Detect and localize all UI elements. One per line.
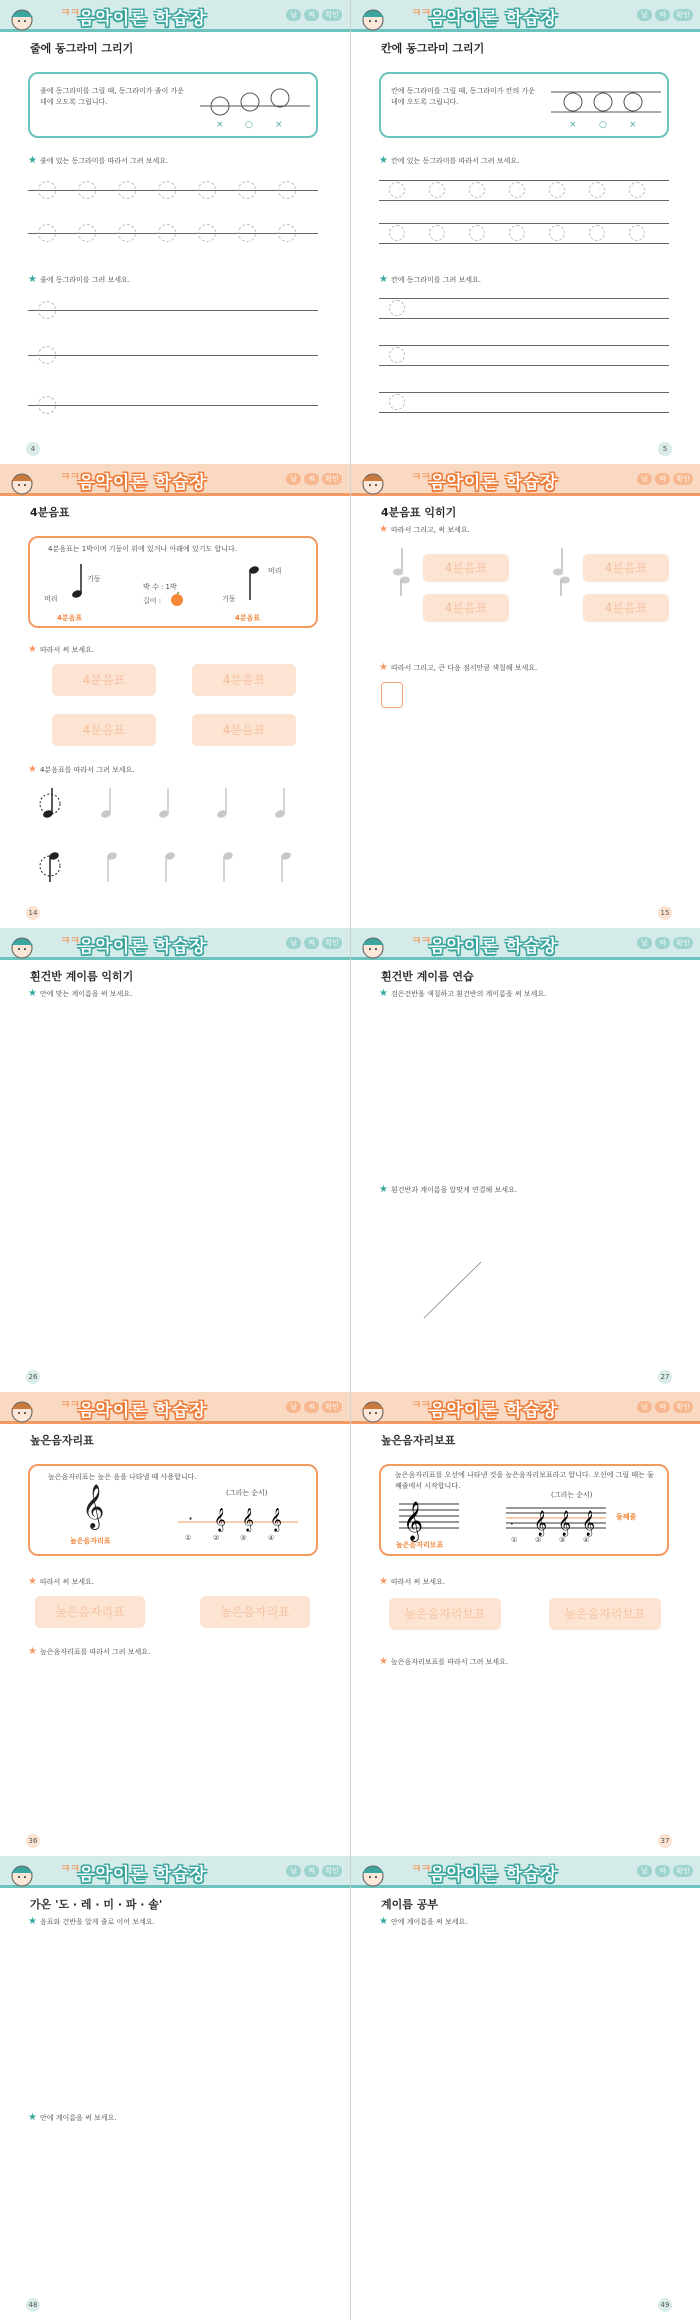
svg-text:𝄞: 𝄞 (242, 1507, 254, 1531)
pill-check: 확인 (322, 1865, 342, 1877)
explain-text: 높은음자리표는 높은 음을 나타낼 때 사용합니다. (48, 1473, 197, 1481)
trace-circle (549, 225, 565, 241)
staff-line (379, 243, 669, 244)
instruction-text: 안에 계이름을 써 보세요. (390, 1917, 468, 1926)
instruction (379, 274, 481, 285)
mark-o: ○ (599, 120, 607, 130)
instruction (28, 1576, 94, 1587)
staff-line (28, 405, 318, 406)
pill-check: 확인 (673, 473, 693, 485)
page-number: 49 (658, 2298, 672, 2312)
kid-mascot-icon (351, 1858, 395, 1888)
instruction-text: 4분음표를 따라서 그려 보세요. (39, 765, 135, 774)
staff-line (28, 355, 318, 356)
trace-word: 4분음표 (52, 714, 156, 746)
note-cell (381, 682, 403, 708)
instruction-text: 칸에 동그라미를 그려 보세요. (390, 275, 482, 284)
page-number: 14 (26, 906, 40, 920)
instruction-text: 흰건반과 계이름을 알맞게 연결해 보세요. (390, 1185, 518, 1194)
pill-check: 확인 (673, 937, 693, 949)
kk-mark: ㅋㅋ (411, 470, 431, 483)
page-26 (0, 928, 350, 1392)
trace-circle (589, 225, 605, 241)
svg-text:𝄞: 𝄞 (270, 1507, 282, 1531)
line2-label: 둘째줄 (616, 1513, 637, 1521)
trace-word: 4분음표 (192, 714, 296, 746)
mark-x: × (275, 120, 283, 130)
pill-day: 날 (637, 1865, 652, 1877)
header-title: 음악이론 학습장 (429, 9, 558, 29)
trace-circle (38, 346, 56, 364)
page-header (351, 0, 700, 32)
pill-date: 짜 (304, 1865, 319, 1877)
staff-line (379, 223, 669, 224)
star-icon: ★ (379, 274, 388, 285)
instruction-text: 따라서 써 보세요. (39, 1577, 94, 1586)
trace-circle (38, 396, 56, 414)
pill-day: 날 (286, 9, 301, 21)
mark-o: ○ (245, 120, 253, 130)
trace-circle (198, 224, 216, 242)
trace-circle (198, 181, 216, 199)
pill-day: 날 (637, 9, 652, 21)
svg-text:·: · (188, 1509, 194, 1528)
pill-date: 짜 (304, 9, 319, 21)
pill-day: 날 (637, 937, 652, 949)
date-pills (637, 473, 693, 485)
length-label: 길이 : (143, 597, 162, 605)
trace-word: 높은음자리표 (35, 1596, 145, 1628)
step-1: ① (185, 1534, 192, 1542)
step-2: ② (535, 1536, 542, 1544)
header-title: 음악이론 학습장 (429, 473, 558, 493)
trace-circle (549, 182, 565, 198)
svg-text:·: · (510, 1517, 514, 1531)
keyboards-and-staffs (20, 1934, 330, 2084)
trace-circle (158, 224, 176, 242)
trace-word: 4분음표 (583, 554, 669, 582)
star-icon: ★ (28, 2112, 37, 2123)
svg-text:𝄞: 𝄞 (534, 1511, 548, 1536)
stem-label: 기둥 (222, 595, 236, 603)
quarter-note-down-icon (238, 562, 258, 602)
apple-icon (170, 592, 184, 606)
explain-text: 줄에 동그라미를 그릴 때, 동그라미가 줄이 가운데에 오도록 그립니다. (40, 87, 185, 106)
trace-circle (389, 182, 405, 198)
page-title: 흰건반 계이름 연습 (381, 970, 474, 983)
step-3: ③ (559, 1536, 566, 1544)
star-icon: ★ (28, 155, 37, 166)
trace-circle (118, 181, 136, 199)
trace-circle (469, 225, 485, 241)
svg-text:𝄞: 𝄞 (558, 1511, 572, 1536)
trace-circle (429, 182, 445, 198)
star-icon: ★ (28, 1916, 37, 1927)
staff-line (379, 318, 669, 319)
star-icon: ★ (28, 988, 37, 999)
star-icon: ★ (379, 524, 388, 535)
date-pills (286, 473, 342, 485)
trace-circle (629, 182, 645, 198)
trace-word: 4분음표 (423, 554, 509, 582)
mark-x: × (629, 120, 637, 130)
kk-mark: ㅋㅋ (60, 6, 80, 19)
trace-circle (389, 394, 405, 410)
page-title: 4분음표 익히기 (381, 506, 457, 519)
instruction (28, 644, 94, 655)
header-title: 음악이론 학습장 (78, 1865, 207, 1885)
pill-check: 확인 (673, 9, 693, 21)
page-5 (350, 0, 700, 464)
header-title: 음악이론 학습장 (78, 937, 207, 957)
clef-steps-icon (178, 1500, 298, 1530)
instruction (379, 1656, 508, 1667)
trace-circle (469, 182, 485, 198)
page-title: 계이름 공부 (381, 1898, 438, 1911)
instruction-text: 검은건반을 색칠하고 흰건반의 계이름을 써 보세요. (390, 989, 547, 998)
star-icon: ★ (379, 988, 388, 999)
instruction (28, 1916, 155, 1927)
instruction-text: 따라서 써 보세요. (390, 1577, 445, 1586)
header-title: 음악이론 학습장 (429, 1401, 558, 1421)
instruction-text: 안에 맞는 계이름을 써 보세요. (39, 989, 133, 998)
page-header (351, 1392, 700, 1424)
note-name-1: 4분음표 (57, 614, 83, 622)
page-title: 줄에 동그라미 그리기 (30, 42, 134, 55)
staff-line (379, 365, 669, 366)
trace-circle (629, 225, 645, 241)
note-name-2: 4분음표 (235, 614, 261, 622)
page-4 (0, 0, 350, 464)
quarter-note-trace-icon (549, 546, 569, 596)
pill-day: 날 (286, 937, 301, 949)
page-number: 4 (26, 442, 40, 456)
pill-check: 확인 (673, 1865, 693, 1877)
date-pills (637, 9, 693, 21)
page-15 (350, 464, 700, 928)
page-number: 37 (658, 1834, 672, 1848)
pill-day: 날 (637, 1401, 652, 1413)
header-title: 음악이론 학습장 (78, 1401, 207, 1421)
trace-circle (238, 181, 256, 199)
kk-mark: ㅋㅋ (411, 6, 431, 19)
kid-mascot-icon (351, 1394, 395, 1424)
star-icon: ★ (28, 1576, 37, 1587)
trace-word: 높은음자리보표 (389, 1598, 501, 1630)
kk-mark: ㅋㅋ (411, 1862, 431, 1875)
step-4: ④ (583, 1536, 590, 1544)
kid-mascot-icon (0, 2, 44, 32)
treble-clef-icon: 𝄞 (82, 1484, 105, 1528)
kk-mark: ㅋㅋ (60, 934, 80, 947)
kid-mascot-icon (0, 930, 44, 960)
instruction (379, 155, 519, 166)
trace-circle (278, 224, 296, 242)
quarter-note-trace-icon (389, 546, 409, 596)
kk-mark: ㅋㅋ (60, 470, 80, 483)
pill-date: 짜 (655, 9, 670, 21)
staff-line (379, 345, 669, 346)
date-pills (286, 937, 342, 949)
trace-circle (429, 225, 445, 241)
trace-circle (38, 301, 56, 319)
kk-mark: ㅋㅋ (60, 1862, 80, 1875)
page-title: 가온 '도 · 레 · 미 · 파 · 솔' (30, 1898, 163, 1911)
page-number: 36 (26, 1834, 40, 1848)
svg-text:𝄞: 𝄞 (214, 1507, 226, 1531)
instruction (28, 764, 134, 775)
page-number: 48 (26, 2298, 40, 2312)
instruction (28, 155, 168, 166)
pill-check: 확인 (322, 1401, 342, 1413)
explain-text: 칸에 동그라미를 그릴 때, 동그라미가 칸의 가운데에 오도록 그립니다. (391, 87, 536, 106)
date-pills (637, 1401, 693, 1413)
order-label: (그리는 순서) (226, 1489, 268, 1497)
pill-day: 날 (286, 473, 301, 485)
step-3: ③ (240, 1534, 247, 1542)
page-title: 4분음표 (30, 506, 70, 519)
head-label: 머리 (44, 595, 58, 603)
staff-line (379, 412, 669, 413)
trace-circle (278, 181, 296, 199)
page-number: 5 (658, 442, 672, 456)
pill-check: 확인 (322, 9, 342, 21)
write-staffs (30, 2126, 320, 2306)
note-trace-area (30, 784, 320, 904)
page-36 (0, 1392, 350, 1856)
page-number: 27 (658, 1370, 672, 1384)
stem-label: 기둥 (87, 575, 101, 583)
trace-circle (509, 182, 525, 198)
instruction (28, 1646, 150, 1657)
star-icon: ★ (28, 764, 37, 775)
date-pills (286, 9, 342, 21)
trace-word: 4분음표 (52, 664, 156, 696)
page-title: 칸에 동그라미 그리기 (381, 42, 485, 55)
clef-name: 높은음자리표 (70, 1537, 111, 1545)
kk-mark: ㅋㅋ (411, 1398, 431, 1411)
star-icon: ★ (28, 644, 37, 655)
mark-x: × (216, 120, 224, 130)
star-icon: ★ (379, 155, 388, 166)
kk-mark: ㅋㅋ (60, 1398, 80, 1411)
staff-line (28, 310, 318, 311)
instruction-text: 따라서 써 보세요. (39, 645, 94, 654)
instruction-text: 따라서 그리고, 큰 다음 점서만큼 색칠해 보세요. (390, 663, 538, 672)
instruction-text: 칸에 있는 동그라미를 따라서 그려 보세요. (390, 156, 520, 165)
page-48 (0, 1856, 350, 2320)
page-number: 26 (26, 1370, 40, 1384)
svg-text:𝄞: 𝄞 (403, 1501, 424, 1541)
header-title: 음악이론 학습장 (78, 473, 207, 493)
page-header (351, 1856, 700, 1888)
kk-mark: ㅋㅋ (411, 934, 431, 947)
page-header (351, 464, 700, 496)
treble-staff-icon (399, 1498, 459, 1541)
explain-text: 높은음자리표를 오선에 나타낸 것을 높은음자리보표라고 합니다. 오선에 그릴 때는 둘째줄에서 시작합니다. (395, 1471, 654, 1490)
pill-date: 짜 (304, 937, 319, 949)
trace-word: 4분음표 (583, 594, 669, 622)
page-14 (0, 464, 350, 928)
page-49 (350, 1856, 700, 2320)
instruction (28, 988, 132, 999)
trace-circle (589, 182, 605, 198)
trace-circle (78, 224, 96, 242)
staff-line (379, 200, 669, 201)
trace-circle (389, 347, 405, 363)
trace-circle (509, 225, 525, 241)
pill-date: 짜 (655, 1865, 670, 1877)
pill-day: 날 (286, 1865, 301, 1877)
trace-word: 높은음자리보표 (549, 1598, 661, 1630)
instruction (379, 1576, 445, 1587)
instruction-text: 안에 계이름을 써 보세요. (39, 2113, 117, 2122)
connect-line (351, 928, 700, 1392)
star-icon: ★ (379, 1184, 388, 1195)
page-title: 흰건반 계이름 익히기 (30, 970, 134, 983)
instruction (28, 274, 130, 285)
instruction (28, 2112, 117, 2123)
trace-circle (389, 300, 405, 316)
pill-date: 짜 (304, 473, 319, 485)
kid-mascot-icon (351, 2, 395, 32)
pill-date: 짜 (304, 1401, 319, 1413)
page-title: 높은음자리표 (30, 1434, 94, 1447)
pill-day: 날 (637, 473, 652, 485)
kid-mascot-icon (351, 466, 395, 496)
step-2: ② (213, 1534, 220, 1542)
star-icon: ★ (28, 1646, 37, 1657)
trace-word: 4분음표 (192, 664, 296, 696)
pill-check: 확인 (322, 937, 342, 949)
header-title: 음악이론 학습장 (429, 937, 558, 957)
date-pills (286, 1401, 342, 1413)
date-pills (637, 1865, 693, 1877)
pill-day: 날 (286, 1401, 301, 1413)
page-37 (350, 1392, 700, 1856)
page-header (0, 464, 350, 496)
step-1: ① (511, 1536, 518, 1544)
pill-date: 짜 (655, 473, 670, 485)
instruction (379, 662, 537, 673)
trace-circle (118, 224, 136, 242)
pill-date: 짜 (655, 937, 670, 949)
svg-text:𝄞: 𝄞 (582, 1511, 596, 1536)
trace-circle (389, 225, 405, 241)
star-icon: ★ (379, 1656, 388, 1667)
page-header (0, 0, 350, 32)
trace-word: 높은음자리표 (200, 1596, 310, 1628)
head-label: 머리 (268, 567, 282, 575)
staff-name: 높은음자리보표 (396, 1541, 444, 1549)
kid-mascot-icon (0, 1858, 44, 1888)
trace-word: 4분음표 (423, 594, 509, 622)
trace-circle (238, 224, 256, 242)
staff-line (379, 392, 669, 393)
staff-trace-area (381, 1676, 671, 1826)
beat-label: 박 수 : 1박 (143, 583, 177, 591)
keyboards (30, 1024, 320, 1354)
pill-date: 짜 (655, 1401, 670, 1413)
page-title: 높은음자리보표 (381, 1434, 456, 1447)
mark-x: × (569, 120, 577, 130)
trace-circle (78, 181, 96, 199)
pill-check: 확인 (673, 1401, 693, 1413)
staff-steps-icon (506, 1500, 616, 1536)
trace-circle (38, 224, 56, 242)
instruction (379, 1916, 468, 1927)
kid-mascot-icon (0, 466, 44, 496)
write-staffs (381, 1936, 671, 2306)
trace-circle (38, 181, 56, 199)
star-icon: ★ (28, 274, 37, 285)
star-icon: ★ (379, 1576, 388, 1587)
page-header (0, 1856, 350, 1888)
page-header (0, 928, 350, 960)
pill-check: 확인 (322, 473, 342, 485)
staff-line (379, 180, 669, 181)
page-number: 15 (658, 906, 672, 920)
quarter-note-up-icon (68, 562, 88, 602)
star-icon: ★ (379, 1916, 388, 1927)
date-pills (286, 1865, 342, 1877)
page-27 (350, 928, 700, 1392)
trace-circle (158, 181, 176, 199)
instruction-text: 음표와 건반을 알게 줄로 이어 보세요. (39, 1917, 155, 1926)
star-icon: ★ (379, 662, 388, 673)
instruction (379, 524, 470, 535)
order-label: (그리는 순서) (551, 1491, 593, 1499)
explain-text: 4분음표는 1박이며 기둥이 위에 있거나 아래에 있기도 합니다. (48, 545, 237, 553)
instruction-text: 높은음자리표를 따라서 그려 보세요. (39, 1647, 151, 1656)
clef-trace-area (30, 1664, 320, 1824)
instruction-text: 줄에 있는 동그라미를 따라서 그려 보세요. (39, 156, 169, 165)
header-title: 음악이론 학습장 (78, 9, 207, 29)
page-header (0, 1392, 350, 1424)
kid-mascot-icon (0, 1394, 44, 1424)
instruction-text: 따라서 그리고, 써 보세요. (390, 525, 470, 534)
step-4: ④ (268, 1534, 275, 1542)
staff-line (379, 298, 669, 299)
instruction-text: 줄에 동그라미를 그려 보세요. (39, 275, 131, 284)
instruction-text: 높은음자리보표를 따라서 그려 보세요. (390, 1657, 509, 1666)
header-title: 음악이론 학습장 (429, 1865, 558, 1885)
